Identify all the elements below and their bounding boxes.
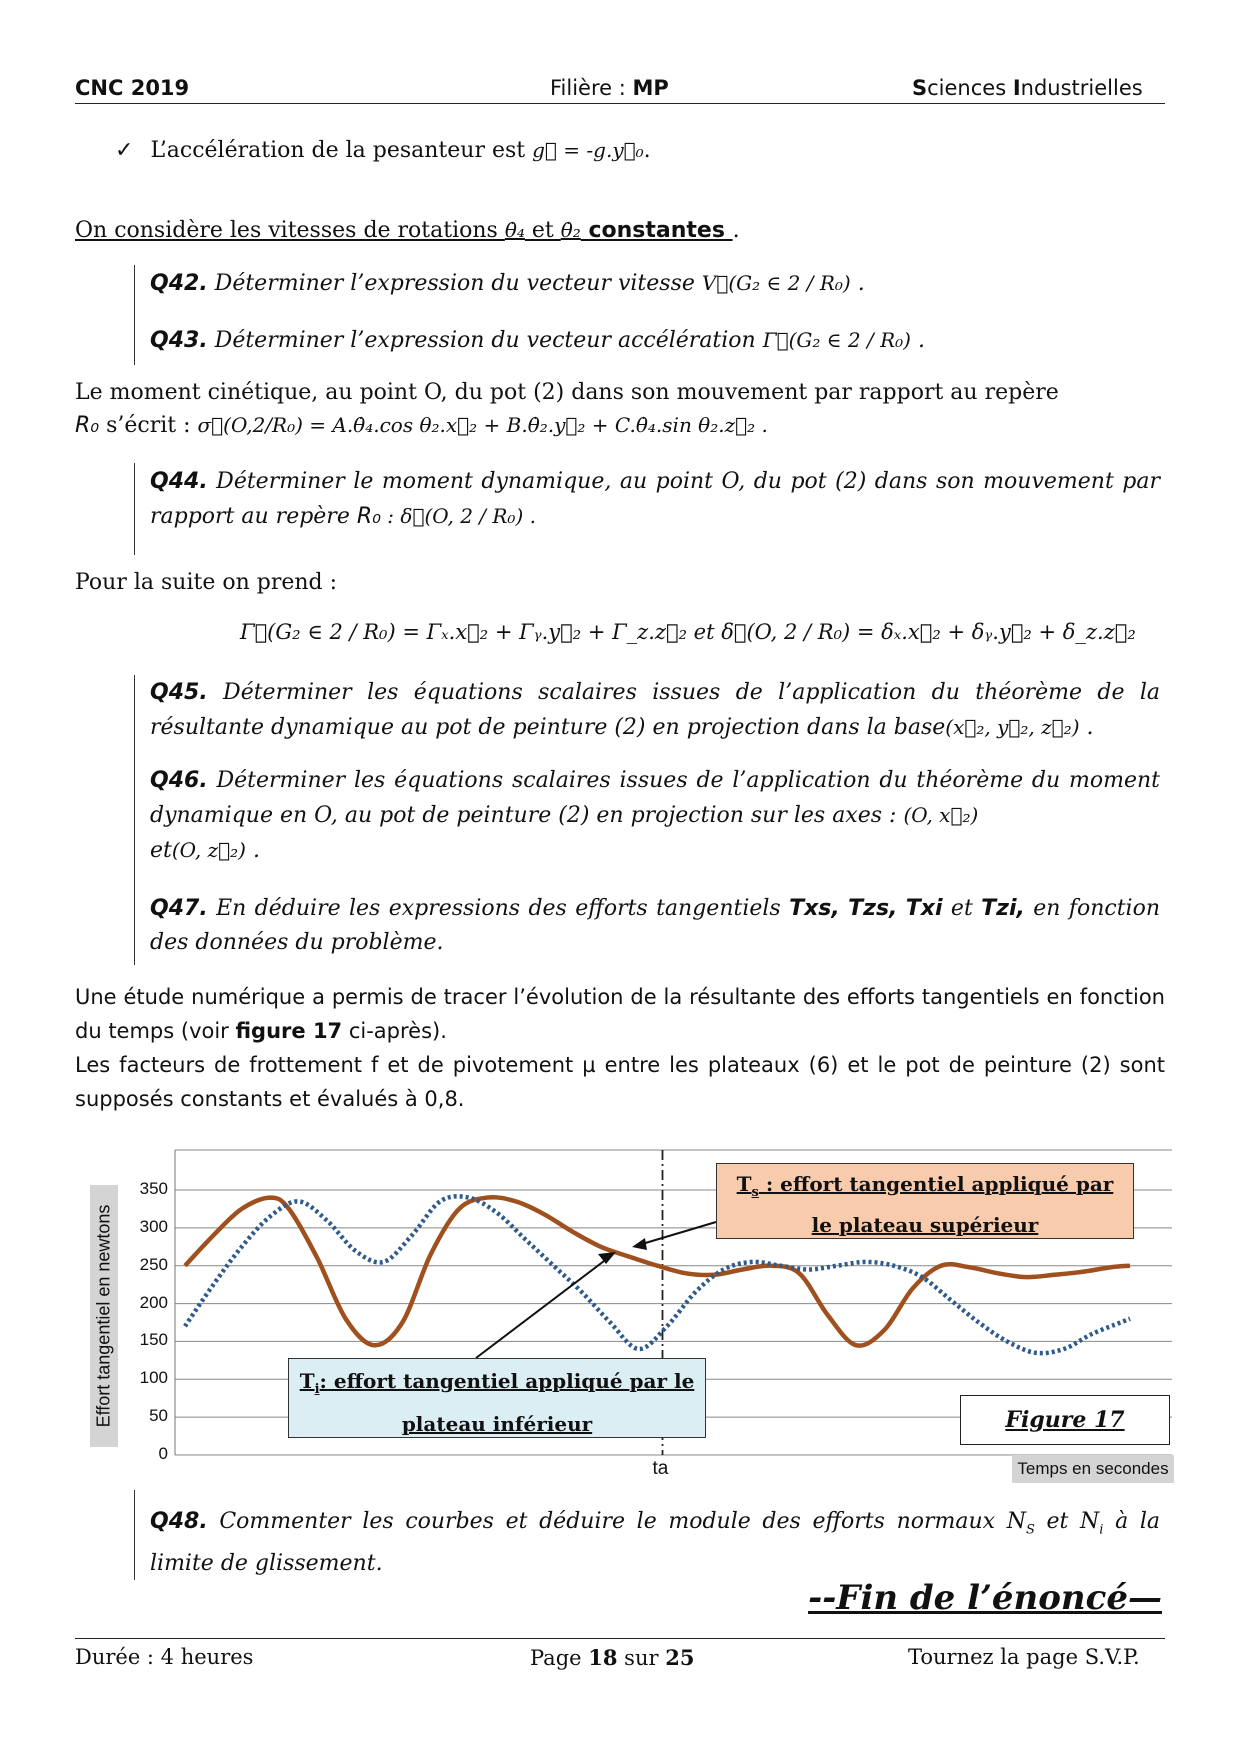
footer-page-sur: sur — [617, 1646, 666, 1670]
q47-et: et — [942, 896, 982, 921]
q48-ni: N — [1080, 1509, 1100, 1534]
q48-num: Q48. — [150, 1509, 208, 1534]
footer-page — [530, 1645, 694, 1670]
fin-enonce — [808, 1578, 1162, 1618]
suite-formula: Γ⃗(G₂ ∈ 2 / R₀) = Γₓ.x⃗₂ + Γᵧ.y⃗₂ + Γ_z.z⃗₂ et δ⃗(O, 2 / R₀) = δₓ.x⃗₂ + δᵧ.y⃗₂ + δ_z.z⃗₂ — [240, 620, 1136, 644]
q46-formula2: (O, z⃗₂) — [171, 838, 246, 862]
figure-caption — [960, 1395, 1170, 1445]
y-tick-350: 350 — [139, 1179, 168, 1198]
q47-tzi: Tzi, — [981, 896, 1025, 921]
q48-ns-sub: S — [1025, 1522, 1035, 1538]
q43-num: Q43. — [150, 328, 208, 353]
ts-label-box — [716, 1163, 1134, 1239]
gravity-text: L’accélération de la pesanteur est — [150, 138, 533, 163]
ts-label-t: T — [736, 1172, 752, 1196]
ti-label-i: i — [314, 1382, 320, 1397]
q46-formula1: (O, x⃗₂) — [903, 803, 979, 827]
q48 — [150, 1505, 1160, 1581]
q48-end: à la limite de glissement. — [150, 1509, 1160, 1577]
q47-tzs: Tzs, — [848, 896, 898, 921]
q44-num: Q44. — [150, 469, 208, 494]
facteurs-text: Les facteurs de frottement f et de pivotement µ entre les plateaux (6) et le pot de peinture (2) sont supposés constants et évalués à 0,8. — [75, 1053, 1165, 1111]
q42-formula: V⃗(G₂ ∈ 2 / R₀) — [701, 271, 851, 295]
q48-ni-sub: i — [1099, 1522, 1104, 1538]
suite-text: Pour la suite on prend : — [75, 570, 338, 595]
ts-label-s: s — [751, 1185, 759, 1200]
moment-formula: σ⃗(O,2/R₀) = A.θ̇₄.cos θ₂.x⃗₂ + B.θ̇₂.y⃗₂ + C.θ̇₄.sin θ₂.z⃗₂ . — [197, 413, 768, 437]
q45-end: . — [1079, 715, 1094, 740]
footer-duration: Durée : 4 heures — [75, 1645, 254, 1669]
y-tick-200: 200 — [139, 1292, 168, 1312]
intro-et: et — [524, 218, 561, 243]
q43-end: . — [910, 328, 925, 353]
y-tick-300: 300 — [139, 1216, 168, 1236]
q46-et: et — [150, 838, 172, 863]
header-subject-s: S — [912, 76, 928, 100]
intro-text: On considère les vitesses de rotations — [75, 218, 505, 243]
q48-et: et — [1034, 1509, 1081, 1534]
q42-text: Déterminer l’expression du vecteur vitesse — [207, 271, 702, 296]
etude-text2: ci-après). — [342, 1019, 447, 1043]
ta-marker-label: ta — [652, 1458, 669, 1479]
header-filiere-value: MP — [632, 76, 669, 100]
q46-end: . — [245, 838, 260, 863]
q48-text: Commenter les courbes et déduire le module des efforts normaux — [207, 1509, 1007, 1534]
q43-text: Déterminer l’expression du vecteur accélération — [207, 328, 763, 353]
ts-label-rest: : effort tangentiel appliqué par — [758, 1172, 1114, 1196]
q44-text: Déterminer le moment dynamique, au point O, du pot (2) dans son mouvement par rapport au repère — [150, 469, 1160, 529]
q47-txs: Txs, — [789, 896, 840, 921]
chart-xlabel: Temps en secondes — [1012, 1455, 1174, 1483]
q45-formula: (x⃗₂, y⃗₂, z⃗₂) — [945, 715, 1080, 739]
q46-text: Déterminer les équations scalaires issues de l’application du théorème du moment dynamique en O, au pot de peinture (2) en projection sur les axes : — [150, 768, 1160, 828]
q48-bar — [134, 1490, 135, 1580]
q43-formula: Γ⃗(G₂ ∈ 2 / R₀) — [762, 328, 911, 352]
fin-text: --Fin de l’énoncé— — [808, 1578, 1162, 1618]
q47-txi: Txi — [905, 896, 943, 921]
y-tick-0: 0 — [158, 1444, 168, 1463]
q47-text: En déduire les expressions des efforts tangentiels — [207, 896, 790, 921]
q46-num: Q46. — [150, 768, 208, 793]
footer-page-num: 18 — [588, 1645, 618, 1670]
intro-bold: constantes — [580, 218, 733, 243]
footer-page-total: 25 — [665, 1645, 695, 1670]
chart-ylabel: Effort tangentiel en newtons — [93, 1204, 114, 1428]
q44-formula: : δ⃗(O, 2 / R₀) . — [380, 504, 536, 528]
q45-text: Déterminer les équations scalaires issues de l’application du théorème de la résultante dynamique au pot de peinture (2) en projection dans la base — [150, 680, 1160, 740]
ti-label-line2: plateau inférieur — [401, 1412, 593, 1436]
ti-label-rest: : effort tangentiel appliqué par le — [319, 1369, 695, 1393]
header-subject-1: ciences — [927, 76, 1013, 100]
etude-bold: figure 17 — [235, 1019, 343, 1043]
y-tick-100: 100 — [139, 1368, 168, 1388]
q47-num: Q47. — [150, 896, 208, 921]
arrow-ts — [632, 1222, 716, 1250]
intro-theta4: θ̇₄ — [504, 218, 525, 242]
q47-end: en fonction des données du problème. — [150, 896, 1161, 955]
gravity-end: . — [643, 138, 651, 163]
header-filiere-label: Filière : — [550, 76, 633, 100]
moment-text: s’écrit : — [99, 413, 198, 438]
header-subject-2: ndustrielles — [1020, 76, 1143, 100]
gravity-formula: g⃗ = -g.y⃗₀ — [532, 138, 644, 162]
intro-end: . — [732, 218, 740, 243]
etude-text1: Une étude numérique a permis de tracer l’évolution de la résultante des efforts tangentiels en fonction du temps (voir — [75, 985, 1165, 1043]
y-tick-50: 50 — [149, 1406, 168, 1426]
q42-num: Q42. — [150, 271, 208, 296]
figure-caption-text: Figure 17 — [1005, 1407, 1125, 1433]
q45-num: Q45. — [150, 680, 208, 705]
header-subject-i: I — [1012, 76, 1021, 100]
q42-end: . — [850, 271, 865, 296]
ti-label-t: T — [299, 1369, 315, 1393]
footer-page-label: Page — [530, 1646, 589, 1670]
moment-line1: Le moment cinétique, au point O, du pot (2) dans son mouvement par rapport au repère — [75, 380, 1059, 405]
y-tick-150: 150 — [139, 1330, 168, 1350]
ts-label-line2: le plateau supérieur — [811, 1213, 1039, 1237]
q48-ns: N — [1006, 1509, 1026, 1534]
header-exam: CNC 2019 — [75, 76, 190, 100]
q44-r0: R₀ — [356, 504, 381, 529]
footer-tournez: Tournez la page S.V.P. — [908, 1645, 1140, 1669]
footer-rule — [75, 1638, 1165, 1639]
check-icon: ✓ — [115, 138, 134, 163]
ti-label-box — [288, 1358, 706, 1438]
moment-r0: R₀ — [75, 413, 100, 438]
intro-theta2: θ̇₂ — [560, 218, 581, 242]
y-tick-250: 250 — [139, 1254, 168, 1274]
